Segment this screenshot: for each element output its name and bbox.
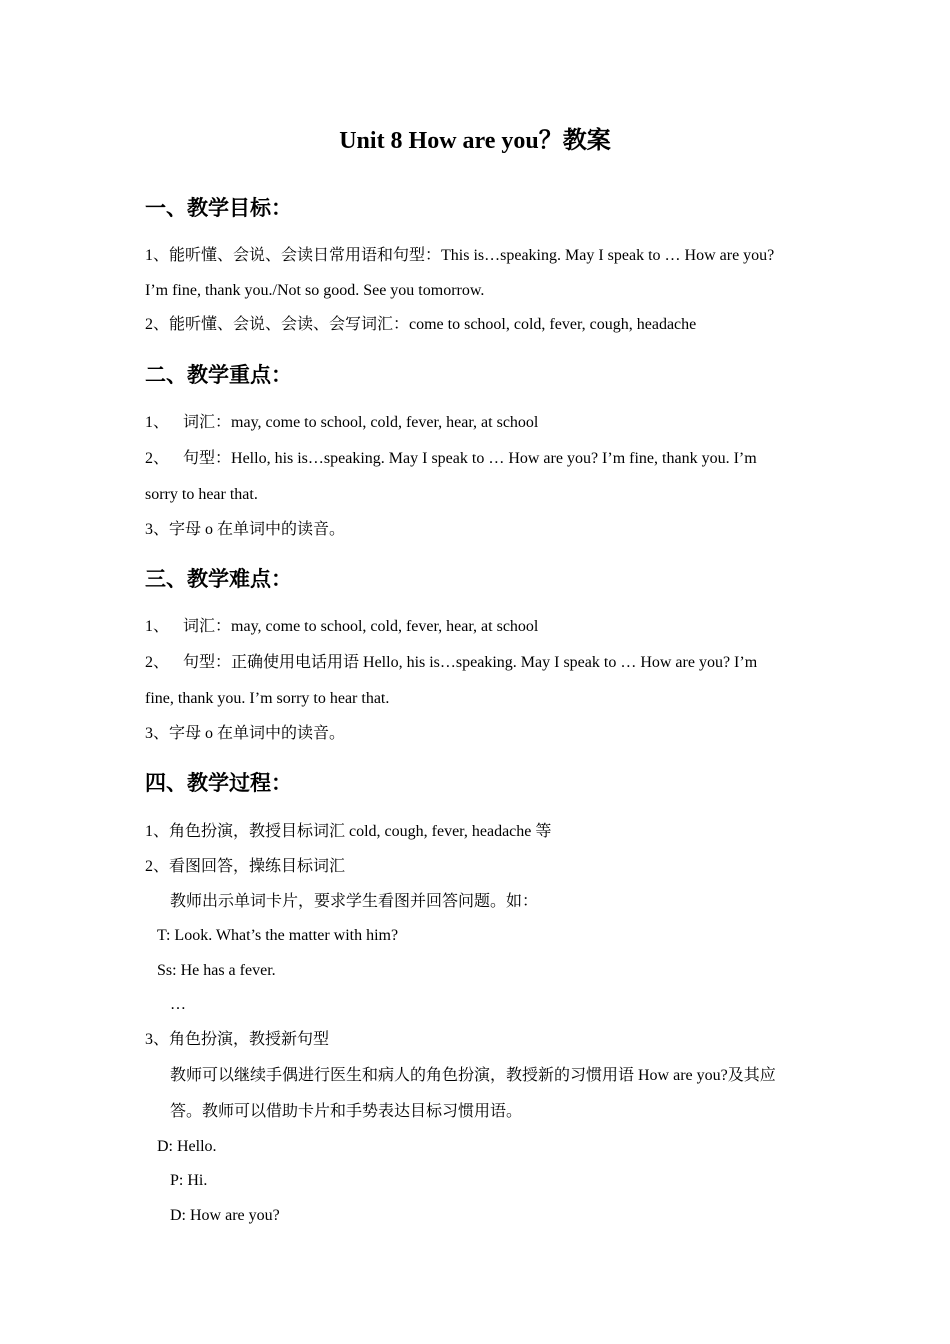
process-step-2: 2、看图回答，操练目标词汇	[145, 858, 346, 875]
difficulty-2-number: 2、	[145, 654, 170, 671]
objective-line-1-cont: I’m fine, thank you./Not so good. See you tomorrow.	[145, 282, 485, 299]
objective-line-2: 2、能听懂、会说、会读、会写词汇：come to school, cold, fever, cough, headache	[145, 316, 697, 333]
process-step-1: 1、角色扮演，教授目标词汇 cold, cough, fever, headache 等	[145, 823, 552, 840]
difficulty-1-text: 词汇：may, come to school, cold, fever, hear, at school	[183, 618, 539, 635]
objective-line-1: 1、能听懂、会说、会读日常用语和句型：This is…speaking. May I speak to … How are you?	[145, 247, 775, 264]
process-step-3: 3、角色扮演，教授新句型	[145, 1031, 330, 1048]
process-step-2-desc: 教师出示单词卡片，要求学生看图并回答问题。如：	[170, 893, 539, 910]
dialogue-line-doctor-1: D: Hello.	[157, 1138, 217, 1155]
difficulty-1	[145, 616, 538, 638]
difficulty-3: 3、字母 o 在单词中的读音。	[145, 725, 346, 742]
key-point-1	[145, 412, 538, 434]
section-heading-key-points: 二、教学重点：	[145, 363, 292, 387]
key-point-2-text: 句型：Hello, his is…speaking. May I speak to … How are you? I’m fine, thank you. I’m	[183, 450, 757, 467]
difficulty-2-cont: fine, thank you. I’m sorry to hear that.	[145, 690, 390, 707]
process-step-3-desc-cont: 答。教师可以借助卡片和手势表达目标习惯用语。	[170, 1103, 523, 1120]
ellipsis-line: …	[170, 996, 186, 1013]
difficulty-2-text: 句型：正确使用电话用语 Hello, his is…speaking. May I speak to … How are you? I’m	[183, 654, 758, 671]
section-heading-process: 四、教学过程：	[145, 771, 292, 795]
dialogue-line-students: Ss: He has a fever.	[157, 962, 276, 979]
dialogue-line-doctor-2: D: How are you?	[170, 1207, 280, 1224]
key-point-2-number: 2、	[145, 450, 170, 467]
section-heading-difficulties: 三、教学难点：	[145, 567, 292, 591]
key-point-1-number: 1、	[145, 414, 170, 431]
section-heading-objectives: 一、教学目标：	[145, 196, 292, 220]
process-step-3-desc: 教师可以继续手偶进行医生和病人的角色扮演，教授新的习惯用语 How are you?及其应	[170, 1067, 776, 1084]
dialogue-line-patient-1: P: Hi.	[170, 1172, 208, 1189]
difficulty-1-number: 1、	[145, 618, 170, 635]
key-point-1-text: 词汇：may, come to school, cold, fever, hear, at school	[183, 414, 539, 431]
key-point-2-cont: sorry to hear that.	[145, 486, 258, 503]
dialogue-line-teacher: T: Look. What’s the matter with him?	[157, 927, 399, 944]
key-point-2	[145, 448, 757, 470]
document-title: Unit 8 How are you？教案	[339, 128, 611, 154]
key-point-3: 3、字母 o 在单词中的读音。	[145, 521, 346, 538]
difficulty-2	[145, 652, 757, 674]
